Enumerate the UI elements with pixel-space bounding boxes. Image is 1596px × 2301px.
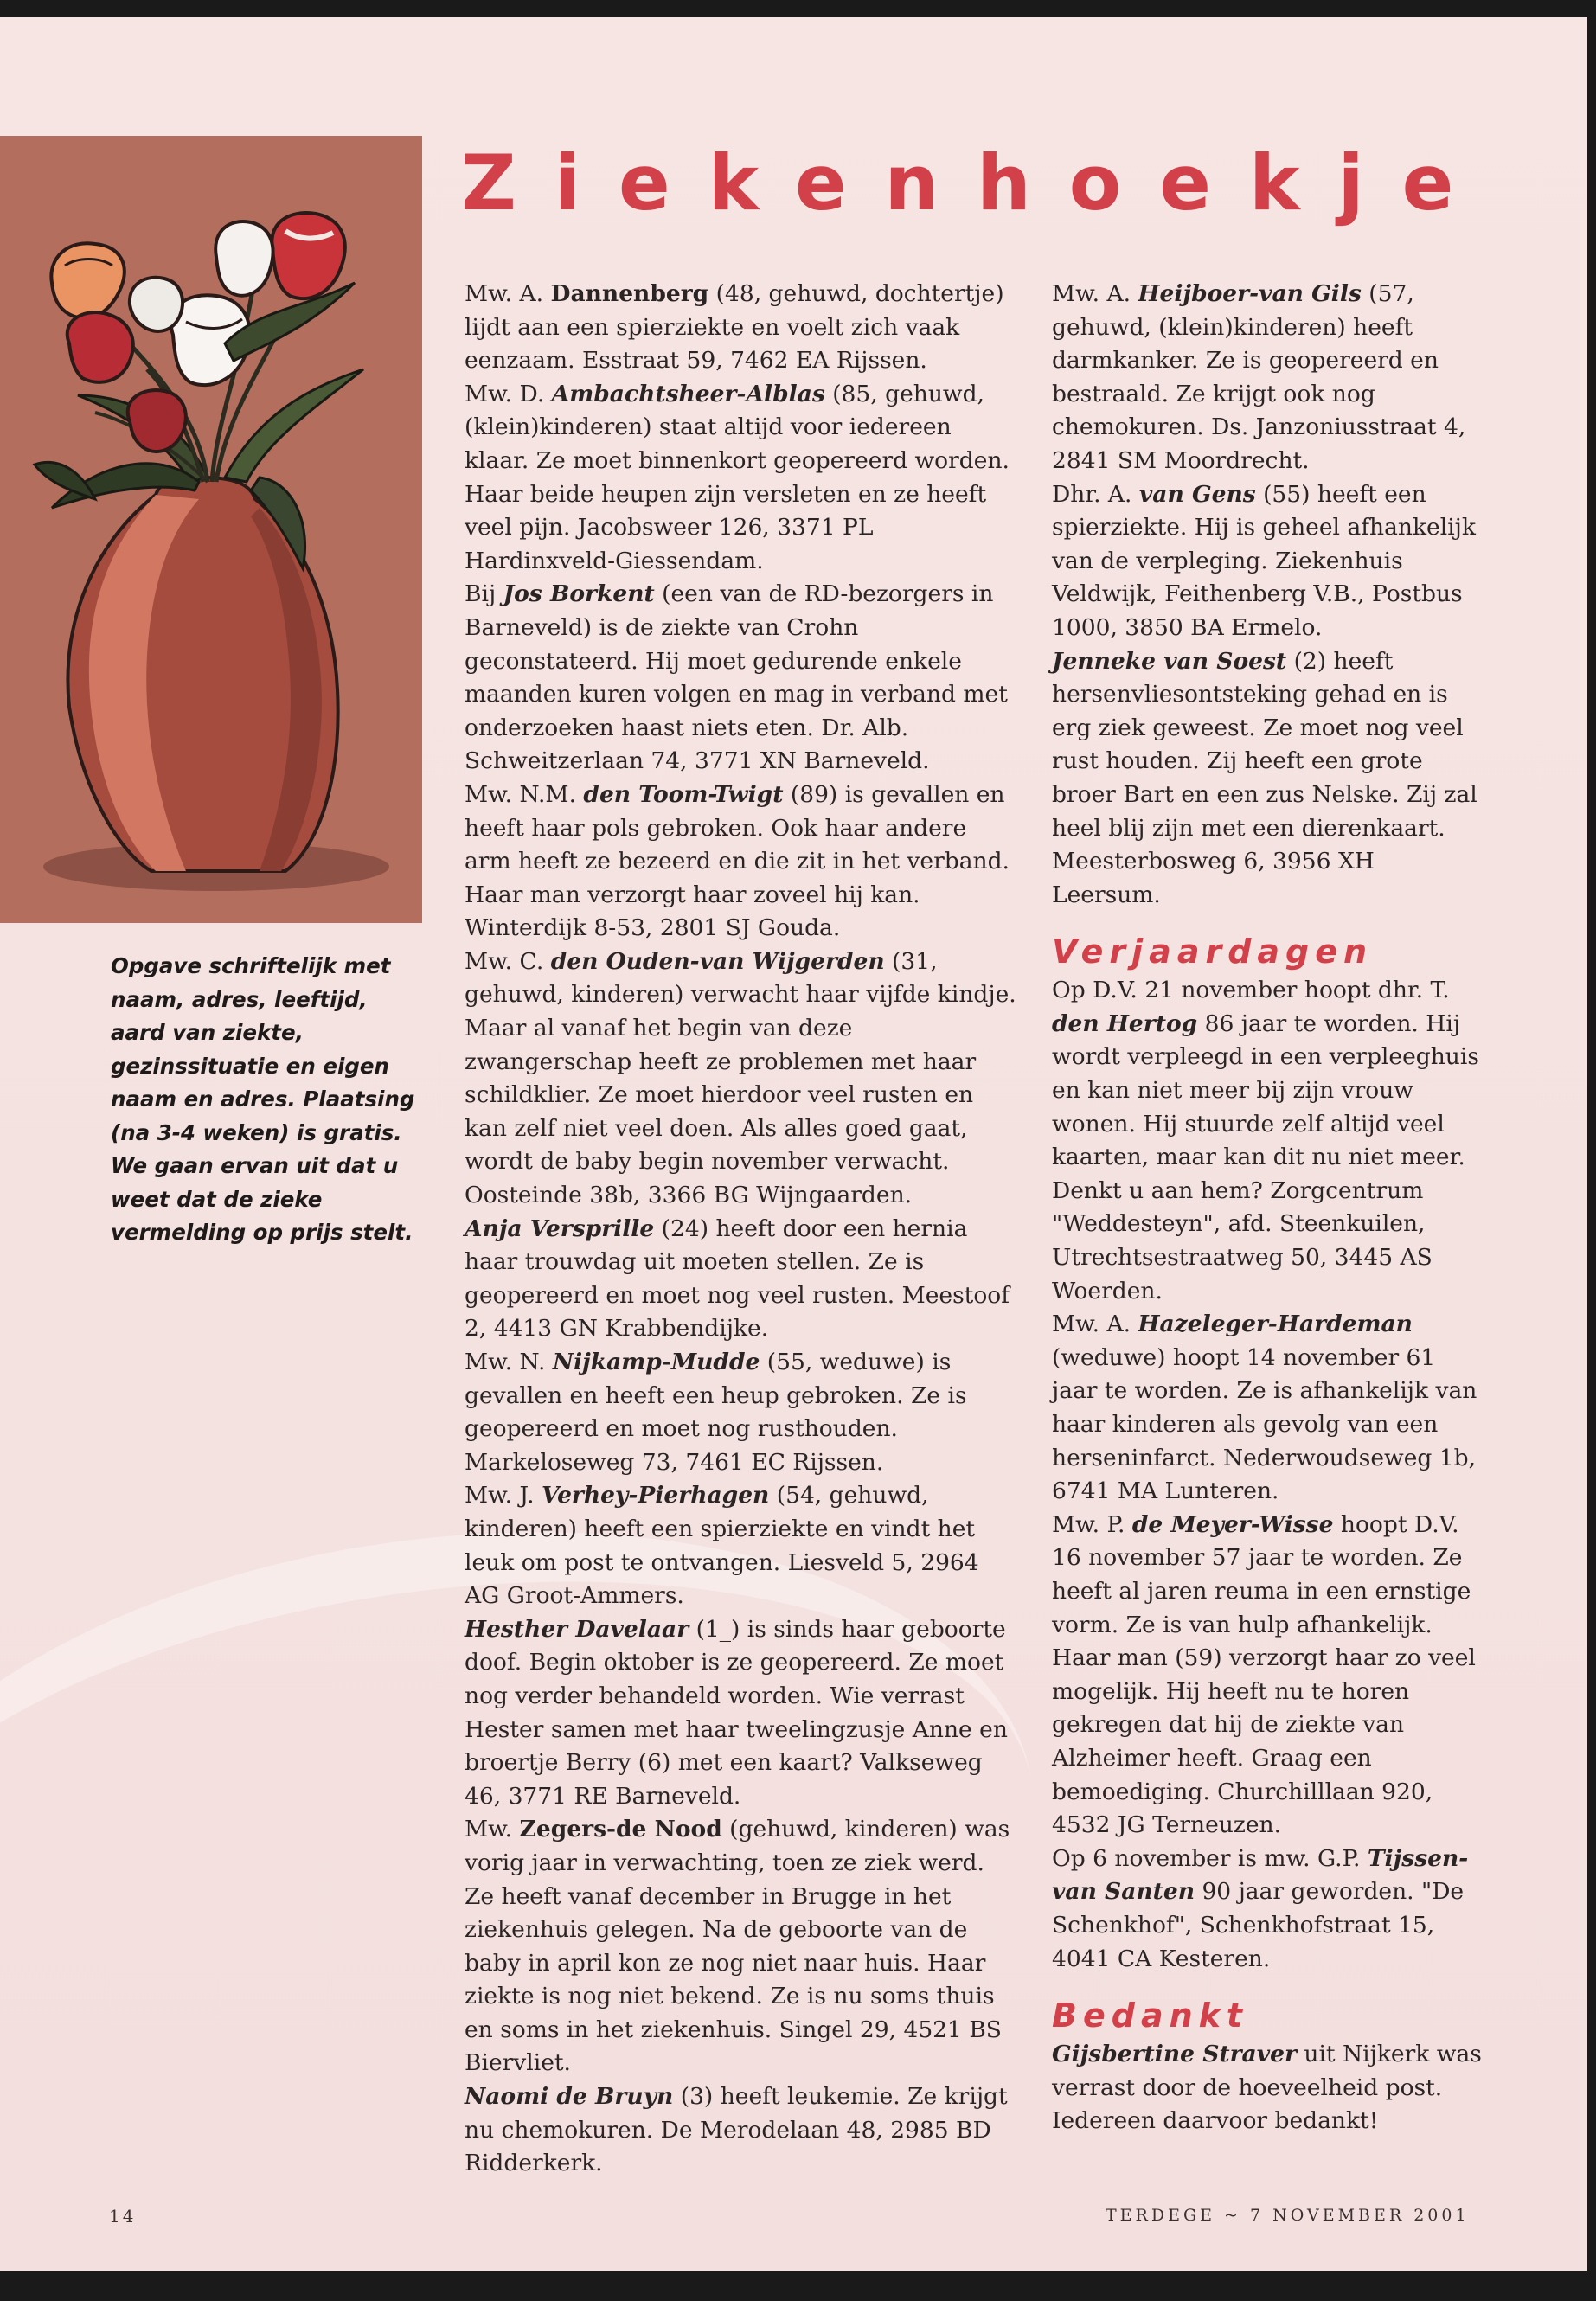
bedankt-heading: Bedankt xyxy=(1052,1997,1249,2035)
birthday-entry: Mw. P. de Meyer-Wisse hoopt D.V. 16 november 57 jaar te worden. Ze heeft al jaren reuma in een ernstige vorm. Ze is van hulp afhankelijk. Haar man (59) verzorgt haar zo veel mogelijk. Hij heeft nu te horen gekregen dat hij de ziekte van Alzheimer heeft. Graag een bemoediging. Churchilllaan 920, 4532 JG Terneuzen. xyxy=(1052,1510,1476,1839)
entry: Hesther Davelaar (1_) is sinds haar geboorte doof. Begin oktober is ze geopereerd. Ze moet nog verder behandeld worden. Wie verrast Hester samen met haar tweelingzusje Anne en broertje Berry (6) met een kaart? Valkseweg 46, 3771 RE Barneveld. xyxy=(465,1615,1008,1810)
verjaardagen-heading: Verjaardagen xyxy=(1052,933,1374,971)
entry-name: Hazeleger-Hardeman xyxy=(1138,1311,1413,1338)
entry-name: Ambachtsheer-Alblas xyxy=(551,380,825,407)
entry: Bij Jos Borkent (een van de RD-bezorgers in Barneveld) is de ziekte van Crohn geconstateerd. Hij moet gedurende enkele maanden kuren volgen en mag in verband met onderzoeken haast niets eten. Dr. Alb. Schweitzerlaan 74, 3771 XN Barneveld. xyxy=(465,580,1008,775)
entry-name: Hesther Davelaar xyxy=(465,1615,689,1643)
birthday-entry: Mw. A. Hazeleger-Hardeman (weduwe) hoopt 14 november 61 jaar te worden. Ze is afhankelijk van haar kinderen als gevolg van een herseninfarct. Nederwoudseweg 1b, 6741 MA Lunteren. xyxy=(1052,1311,1477,1505)
entry-name: Naomi de Bruyn xyxy=(465,2083,674,2111)
column-left xyxy=(465,278,1016,2181)
entry-name: Tijssen-van Santen xyxy=(1052,1844,1469,1906)
page-title: Ziekenhoekje xyxy=(461,138,1492,228)
magazine-page xyxy=(0,17,1587,2271)
entry-name: Anja Versprille xyxy=(465,1215,655,1242)
thanks-entry: Gijsbertine Straver uit Nijkerk was verrast door de hoeveelheid post. Iedereen daarvoor bedankt! xyxy=(1052,2041,1482,2135)
entry: Anja Versprille (24) heeft door een hernia haar trouwdag uit moeten stellen. Ze is geopereerd en moet nog veel rusten. Meestoof 2, 4413 GN Krabbendijke. xyxy=(465,1215,1010,1343)
entry: Mw. J. Verhey-Pierhagen (54, gehuwd, kinderen) heeft een spierziekte en vindt het leuk om post te ontvangen. Liesveld 5, 2964 AG Groot-Ammers. xyxy=(465,1482,979,1610)
submission-note: Opgave schriftelijk met naam, adres, leeftijd, aard van ziekte, gezinssituatie en eigen naam en adres. Plaatsing (na 3-4 weken) is gratis. We gaan ervan uit dat u weet dat de zieke vermelding op prijs stelt. xyxy=(111,953,415,1245)
entry-name: Jenneke van Soest xyxy=(1052,647,1287,675)
entry-name: Zegers-de Nood xyxy=(519,1816,722,1843)
column-right xyxy=(1052,278,1484,2138)
entry-name: de Meyer-Wisse xyxy=(1131,1510,1334,1538)
publication-footer: TERDEGE ~ 7 NOVEMBER 2001 xyxy=(1106,2206,1470,2225)
entry: Jenneke van Soest (2) heeft hersenvliesontsteking gehad en is erg ziek geweest. Ze moet nog veel rust houden. Zij heeft een grote broer Bart en een zus Nelske. Zij zal heel blij zijn met een dierenkaart. Meesterbosweg 6, 3956 XH Leersum. xyxy=(1052,647,1477,908)
entry-name: Gijsbertine Straver xyxy=(1052,2041,1297,2068)
entry: Mw. C. den Ouden-van Wijgerden (31, gehuwd, kinderen) verwacht haar vijfde kindje. Maar al vanaf het begin van deze zwangerschap heeft ze problemen met haar schildklier. Ze moet hierdoor veel rusten en kan zelf niet veel doen. Als alles goed gaat, wordt de baby begin november verwacht. Oosteinde 38b, 3366 BG Wijngaarden. xyxy=(465,947,1016,1209)
entry-name: den Ouden-van Wijgerden xyxy=(550,947,885,975)
entry: Mw. Zegers-de Nood (gehuwd, kinderen) was vorig jaar in verwachting, toen ze ziek werd. Ze heeft vanaf december in Brugge in het ziekenhuis gelegen. Na de geboorte van de baby in april kon ze nog niet naar huis. Haar ziekte is nog niet bekend. Ze is nu soms thuis en soms in het ziekenhuis. Singel 29, 4521 BS Biervliet. xyxy=(465,1816,1010,2077)
entry-name: Heijboer-van Gils xyxy=(1138,280,1362,307)
entry: Dhr. A. van Gens (55) heeft een spierziekte. Hij is geheel afhankelijk van de verpleging. Ziekenhuis Veldwijk, Feithenberg V.B., Postbus 1000, 3850 BA Ermelo. xyxy=(1052,480,1476,641)
page-number: 14 xyxy=(109,2206,137,2227)
entry-name: den Hertog xyxy=(1052,1009,1198,1037)
entry-name: Dannenberg xyxy=(550,280,709,307)
entry: Mw. N.M. den Toom-Twigt (89) is gevallen en heeft haar pols gebroken. Ook haar andere arm heeft ze bezeerd en die zit in het verband. Haar man verzorgt haar zoveel hij kan. Winterdijk 8-53, 2801 SJ Gouda. xyxy=(465,780,1010,942)
entry-name: Jos Borkent xyxy=(503,580,655,608)
birthday-entry: Op D.V. 21 november hoopt dhr. T. den Hertog 86 jaar te worden. Hij wordt verpleegd in een verpleeghuis en kan niet meer bij zijn vrouw wonen. Hij stuurde zelf altijd veel kaarten, maar kan dit nu niet meer. Denkt u aan hem? Zorgcentrum "Weddesteyn", afd. Steenkuilen, Utrechtsestraatweg 50, 3445 AS Woerden. xyxy=(1052,977,1479,1304)
entry: Naomi de Bruyn (3) heeft leukemie. Ze krijgt nu chemokuren. De Merodelaan 48, 2985 BD Ridderkerk. xyxy=(465,2083,1008,2177)
entry-name: Nijkamp-Mudde xyxy=(552,1349,760,1375)
entry-name: Verhey-Pierhagen xyxy=(541,1482,770,1509)
entry: Mw. N. Nijkamp-Mudde (55, weduwe) is gevallen en heeft een heup gebroken. Ze is geopereerd en moet nog rusthouden. Markeloseweg 73, 7461 EC Rijssen. xyxy=(465,1349,967,1476)
entry: Mw. D. Ambachtsheer-Alblas (85, gehuwd, (klein)kinderen) staat altijd voor iedereen klaar. Ze moet binnenkort geopereerd worden. Haar beide heupen zijn versleten en ze heeft veel pijn. Jacobsweer 126, 3371 PL Hardinxveld-Giessendam. xyxy=(465,380,1010,574)
entry: Mw. A. Dannenberg (48, gehuwd, dochtertje) lijdt aan een spierziekte en voelt zich vaak eenzaam. Esstraat 59, 7462 EA Rijssen. xyxy=(465,280,1004,375)
flower-vase-illustration xyxy=(0,136,422,923)
entry-name: van Gens xyxy=(1138,480,1256,508)
entry: Mw. A. Heijboer-van Gils (57, gehuwd, (klein)kinderen) heeft darmkanker. Ze is geopereerd en bestraald. Ze krijgt ook nog chemokuren. Ds. Janzoniusstraat 4, 2841 SM Moordrecht. xyxy=(1052,280,1466,474)
entry-name: den Toom-Twigt xyxy=(583,780,784,808)
birthday-entry: Op 6 november is mw. G.P. Tijssen-van Santen 90 jaar geworden. "De Schenkhof", Schenkhofstraat 15, 4041 CA Kesteren. xyxy=(1052,1844,1469,1972)
